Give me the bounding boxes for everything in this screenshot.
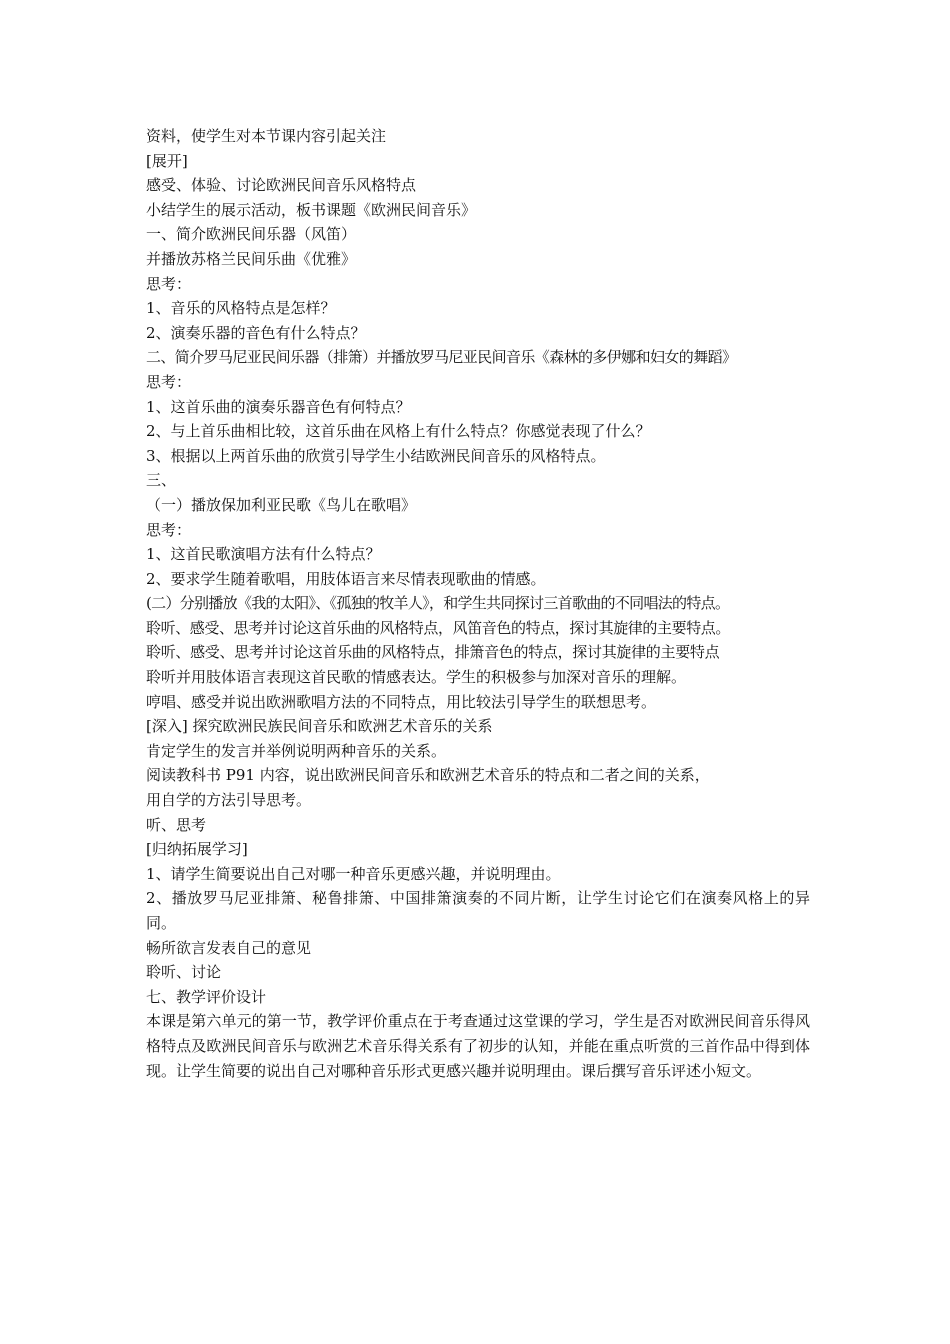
text-line: 聆听、讨论 (146, 963, 222, 982)
list-item: 1、这首乐曲的演奏乐器音色有何特点？ (146, 397, 411, 416)
text-line: 听、思考 (146, 815, 207, 834)
list-item: 1、这首民歌演唱方法有什么特点？ (146, 545, 381, 564)
section-label-expand: [展开] (146, 151, 188, 170)
section-heading: 二、简介罗马尼亚民间乐器（排箫）并播放罗马尼亚民间音乐《森林的多伊娜和妇女的舞蹈》 (146, 348, 737, 367)
think-label: 思考： (146, 274, 192, 293)
section-heading: 三、 (146, 471, 177, 490)
subsection-heading: (二）分别播放《我的太阳》、《孤独的牧羊人》，和学生共同探讨三首歌曲的不同唱法的特点。 (146, 594, 730, 613)
text-line: 感受、体验、讨论欧洲民间音乐风格特点 (146, 176, 417, 195)
text-line: 资料，使学生对本节课内容引起关注 (146, 127, 387, 145)
text-line: 并播放苏格兰民间乐曲《优雅》 (146, 249, 357, 268)
think-label: 思考： (146, 520, 192, 539)
text-line: 聆听、感受、思考并讨论这首乐曲的风格特点，风笛音色的特点，探讨其旋律的主要特点。 (146, 618, 731, 637)
list-item: 2、要求学生随着歌唱，用肢体语言来尽情表现歌曲的情感。 (146, 569, 546, 588)
text-line: 畅所欲言发表自己的意见 (146, 938, 312, 957)
text-line: 用自学的方法引导思考。 (146, 791, 312, 810)
document-page (146, 124, 810, 1083)
text-line: 阅读教科书 P91 内容，说出欧洲民间音乐和欧洲艺术音乐的特点和二者之间的关系， (146, 766, 710, 785)
text-line: 聆听并用肢体语言表现这首民歌的情感表达。学生的积极参与加深对音乐的理解。 (146, 668, 687, 687)
text-line: 肯定学生的发言并举例说明两种音乐的关系。 (146, 741, 447, 760)
section-heading: 一、简介欧洲民间乐器（风笛） (146, 225, 357, 244)
section-label-deepen: [深入] 探究欧洲民族民间音乐和欧洲艺术音乐的关系 (146, 717, 493, 736)
list-item-paragraph: 2、播放罗马尼亚排箫、秘鲁排箫、中国排箫演奏的不同片断，让学生讨论它们在演奏风格上的异同。 (146, 889, 810, 932)
list-item: 2、演奏乐器的音色有什么特点？ (146, 323, 366, 342)
text-line: 哼唱、感受并说出欧洲歌唱方法的不同特点，用比较法引导学生的联想思考。 (146, 692, 657, 711)
text-line: 小结学生的展示活动，板书课题《欧洲民间音乐》 (146, 200, 477, 219)
list-item: 1、音乐的风格特点是怎样？ (146, 299, 336, 318)
section-heading: 七、教学评价设计 (146, 987, 267, 1006)
evaluation-paragraph: 本课是第六单元的第一节，教学评价重点在于考查通过这堂课的学习，学生是否对欧洲民间音乐得风格特点及欧洲民间音乐与欧洲艺术音乐得关系有了初步的认知，并能在重点听赏的三首作品中得到体现。让学生简要的说出自己对哪种音乐形式更感兴趣并说明理由。课后撰写音乐评述小短文。 (146, 1012, 810, 1080)
subsection-heading: （一）播放保加利亚民歌《鸟儿在歌唱》 (146, 495, 417, 514)
text-line: 聆听、感受、思考并讨论这首乐曲的风格特点，排箫音色的特点，探讨其旋律的主要特点 (146, 643, 720, 662)
list-item: 3、根据以上两首乐曲的欣赏引导学生小结欧洲民间音乐的风格特点。 (146, 446, 606, 465)
think-label: 思考： (146, 372, 192, 391)
list-item: 1、请学生简要说出自己对哪一种音乐更感兴趣，并说明理由。 (146, 864, 561, 883)
list-item: 2、与上首乐曲相比较，这首乐曲在风格上有什么特点？你感觉表现了什么？ (146, 422, 651, 441)
section-label-summary: [归纳拓展学习] (146, 840, 248, 859)
